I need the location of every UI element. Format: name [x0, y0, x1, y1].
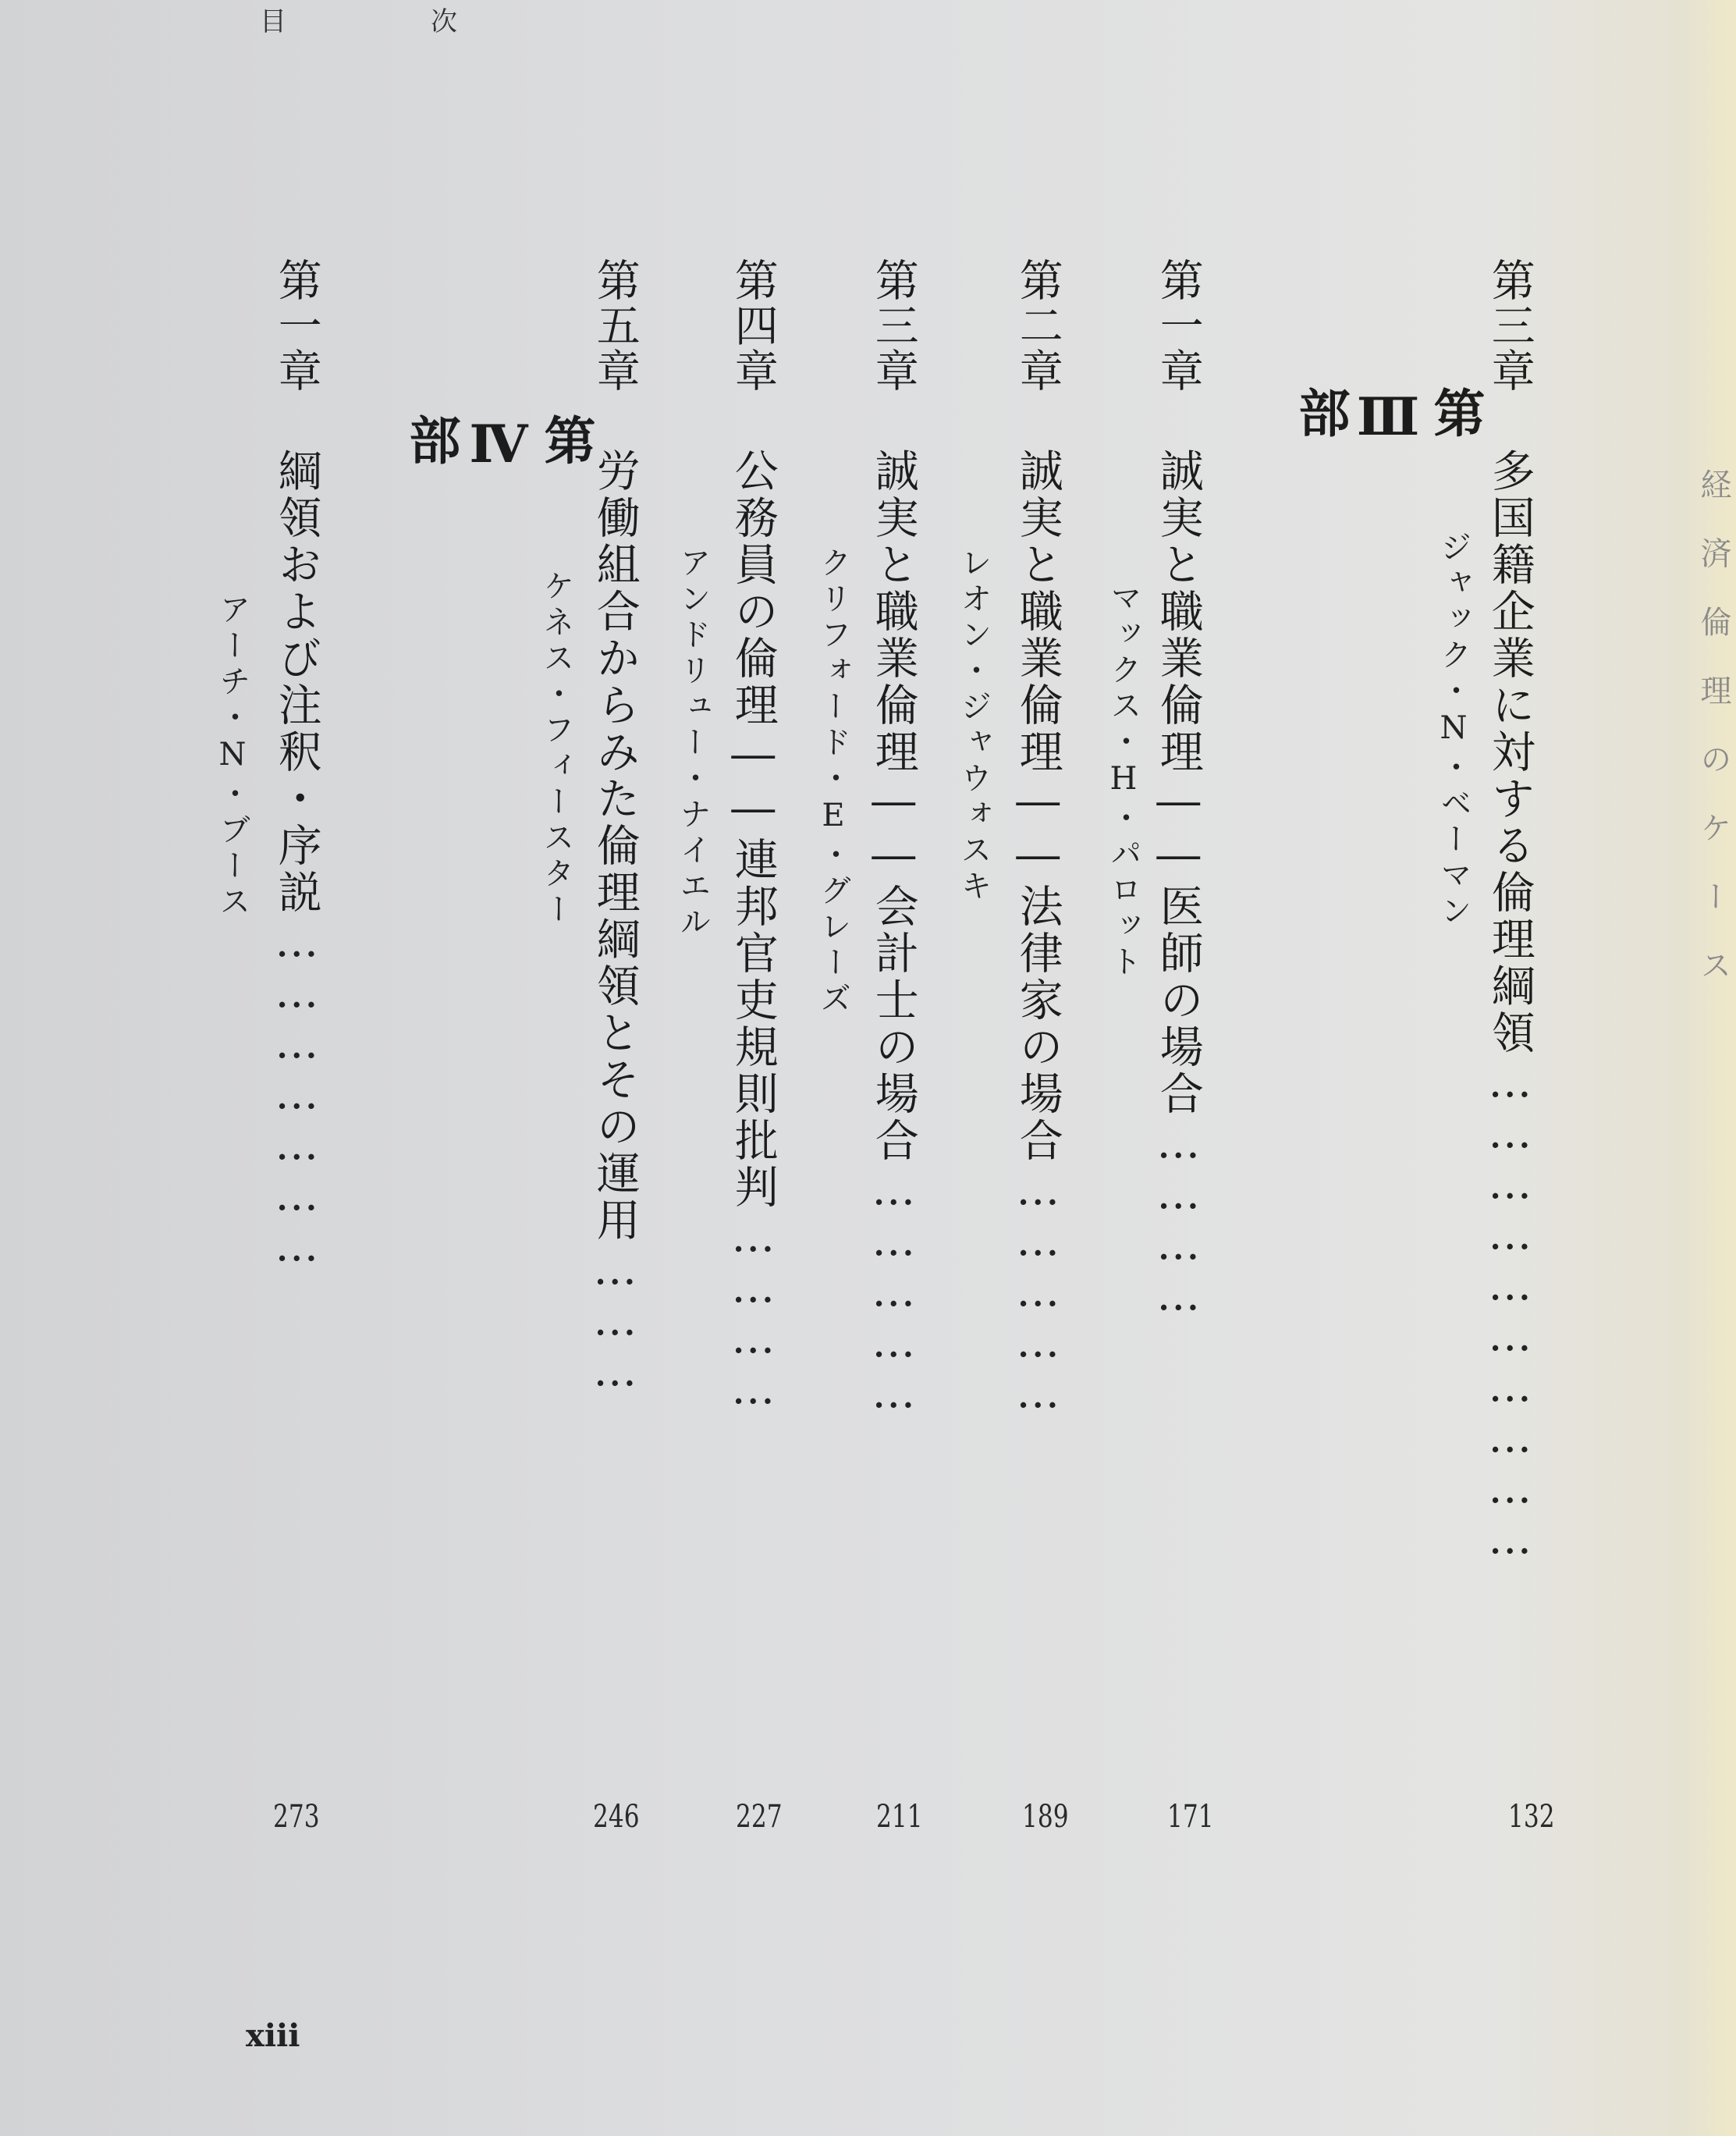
chapter-number: 第二章 — [1012, 258, 1063, 393]
toc-entry-5[interactable]: 第五章労働組合からみた倫理綱領とその運用……… — [589, 258, 641, 1396]
page-number: 211 — [876, 1799, 923, 1835]
chapter-author: アーチ・N・ブース — [215, 593, 250, 921]
chapter-number: 第三章 — [868, 258, 919, 393]
header-right: 次 — [431, 6, 457, 37]
page-folio: xiii — [246, 2017, 300, 2054]
page-number: 132 — [1508, 1799, 1555, 1835]
chapter-number: 第三章 — [1484, 258, 1535, 393]
chapter-title: 誠実と職業倫理――会計士の場合 — [868, 448, 919, 1164]
toc-entry-1[interactable]: 第一章誠実と職業倫理――医師の場合………… — [1152, 258, 1204, 1320]
chapter-author: ケネス・フィースター — [538, 570, 574, 929]
toc-entry-2[interactable]: 第二章誠実と職業倫理――法律家の場合…………… — [1012, 258, 1063, 1418]
page-number: 246 — [593, 1799, 640, 1835]
toc-entry-4[interactable]: 第四章公務員の倫理――連邦官吏規則批判………… — [727, 258, 779, 1414]
chapter-title: 多国籍企業に対する倫理綱領 — [1484, 448, 1535, 1057]
page-number: 171 — [1167, 1799, 1214, 1835]
chapter-title: 誠実と職業倫理――医師の場合 — [1152, 448, 1204, 1118]
toc-entry-3[interactable]: 第三章誠実と職業倫理――会計士の場合…………… — [868, 258, 919, 1418]
page-number: 273 — [273, 1799, 320, 1835]
chapter-author: クリフォード・E・グレーズ — [815, 546, 851, 1018]
toc-entry-6[interactable]: 第一章綱領および注釈・序説………………… — [271, 258, 322, 1271]
facing-page-bleed: 経 済 倫 理 の ケ ー ス — [1695, 468, 1731, 983]
chapter-author: アンドリュー・ナイエル — [675, 546, 711, 941]
chapter-author: ジャック・N・ベーマン — [1436, 531, 1472, 930]
chapter-title: 公務員の倫理――連邦官吏規則批判 — [727, 448, 779, 1211]
chapter-title: 綱領および注釈・序説 — [271, 448, 322, 916]
chapter-author: マックス・H・パロット — [1106, 581, 1141, 981]
chapter-number: 第四章 — [727, 258, 779, 393]
part-heading-3: 第 Ⅲ 部 — [1290, 386, 1486, 447]
page-number: 227 — [736, 1799, 783, 1835]
header-left: 目 — [260, 6, 286, 37]
page-number: 189 — [1022, 1799, 1069, 1835]
chapter-number: 第一章 — [1152, 258, 1204, 393]
chapter-number: 第五章 — [589, 258, 641, 393]
toc-entry-0[interactable]: 第三章多国籍企業に対する倫理綱領………………………… — [1484, 258, 1535, 1564]
part-heading-4: 第 Ⅳ 部 — [400, 414, 596, 474]
chapter-author: レオン・ジャウォスキ — [956, 546, 992, 905]
chapter-title: 誠実と職業倫理――法律家の場合 — [1012, 448, 1063, 1164]
chapter-number: 第一章 — [271, 258, 322, 393]
chapter-title: 労働組合からみた倫理綱領とその運用 — [589, 448, 641, 1244]
